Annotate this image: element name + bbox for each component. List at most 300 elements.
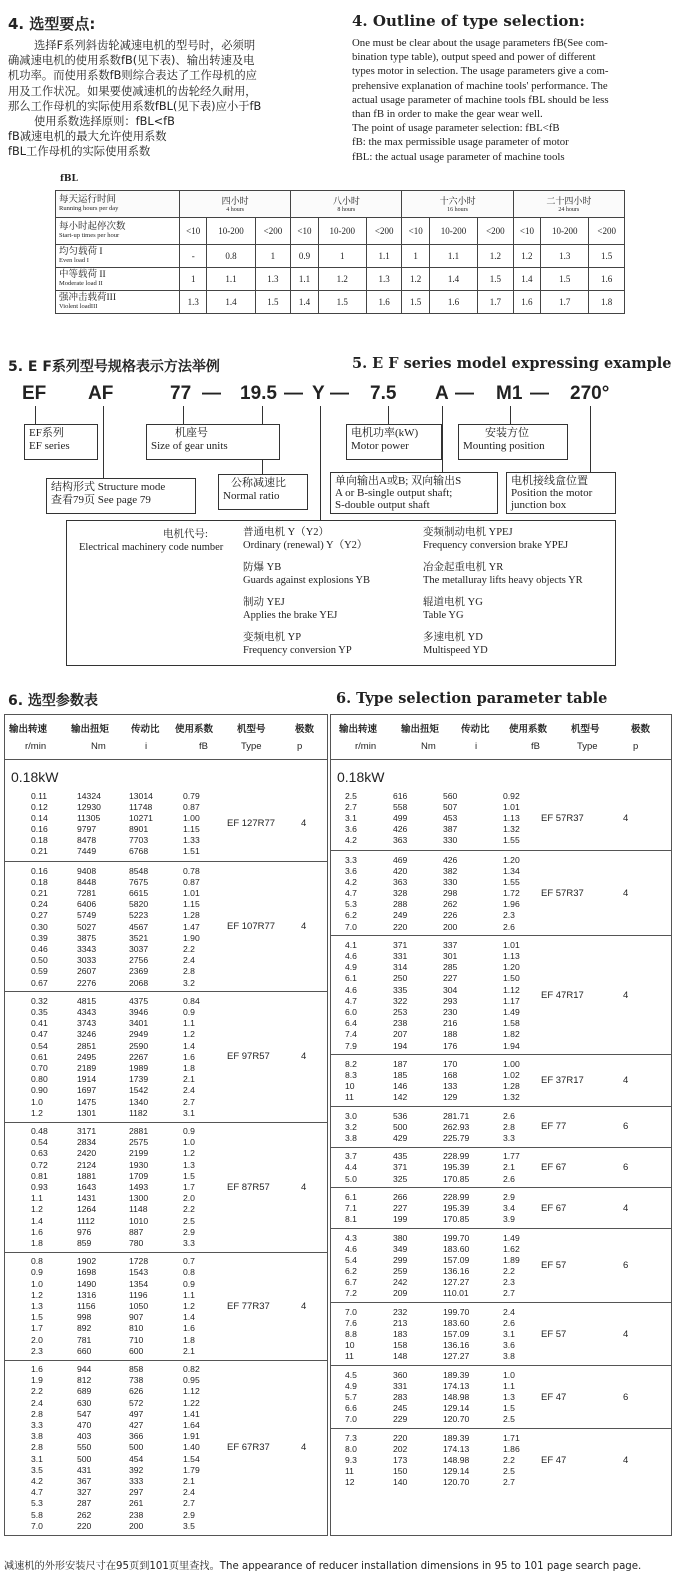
param-value: 1.8: [183, 1063, 195, 1074]
param-value: 2.7: [183, 1096, 195, 1107]
param-value: 1.72: [503, 888, 520, 899]
param-value: 1.55: [503, 876, 520, 887]
param-value: 0.84: [183, 995, 200, 1006]
param-value: 146: [393, 1081, 408, 1092]
param-column: [345, 1151, 357, 1185]
load-factor-cell: 1.4: [291, 291, 318, 314]
pole-count: 6: [623, 1391, 629, 1403]
param-value: 2881: [129, 1126, 149, 1137]
zh-line: 确减速电机的使用系数fB(见下表)、输出转速及电: [8, 54, 255, 68]
param-value: 3.1: [183, 1107, 195, 1118]
pole-count: 4: [301, 1181, 307, 1193]
param-value: 0.14: [31, 812, 48, 823]
param-value: 11305: [77, 812, 101, 823]
param-column: [443, 791, 457, 847]
param-value: 1050: [129, 1301, 149, 1312]
param-value: 304: [443, 984, 458, 995]
param-value: 500: [129, 1442, 144, 1453]
header-zh: 极数: [631, 724, 651, 735]
running-hours-label: 每天运行时间 Running hours per day: [56, 191, 180, 218]
param-value: 0.72: [31, 1159, 48, 1170]
param-value: 0.95: [183, 1375, 200, 1386]
param-value: 3.3: [345, 854, 357, 865]
param-value: 1902: [77, 1256, 97, 1267]
param-column: [183, 1256, 195, 1357]
param-value: 7449: [77, 846, 97, 857]
param-value: 2.4: [183, 1487, 195, 1498]
param-value: 0.9: [183, 1126, 195, 1137]
pole-count: 4: [301, 1051, 307, 1063]
param-value: 136.16: [443, 1340, 470, 1351]
param-value: 335: [393, 984, 408, 995]
load-row: [56, 245, 625, 268]
param-value: 245: [393, 1403, 408, 1414]
param-value: 1.15: [183, 899, 200, 910]
param-value: 371: [393, 1162, 408, 1173]
param-value: 3.1: [345, 812, 357, 823]
param-value: 1.5: [503, 1403, 515, 1414]
param-value: 220: [393, 921, 408, 932]
param-value: 560: [443, 790, 458, 801]
param-value: 1.20: [503, 854, 520, 865]
param-value: 0.30: [31, 921, 48, 932]
code-label-en: Electrical machinery code number: [79, 542, 224, 553]
param-value: 4.6: [345, 984, 357, 995]
load-factor-cell: 1.6: [429, 291, 477, 314]
param-value: 288: [393, 899, 408, 910]
param-value: 3.1: [31, 1453, 43, 1464]
header-zh: 机型号: [237, 724, 266, 735]
load-factor-cell: 1: [318, 245, 366, 268]
header-zh: 使用系数: [509, 724, 548, 735]
param-value: 1.32: [503, 1092, 520, 1103]
start-cell: <200: [478, 218, 514, 245]
param-value: 1.28: [183, 910, 200, 921]
param-value: 5.3: [31, 1498, 43, 1509]
gear-type: EF 77: [541, 1121, 567, 1133]
param-value: 262.93: [443, 1121, 470, 1132]
param-table-right: [330, 714, 672, 1536]
param-column: [393, 855, 407, 933]
param-value: 507: [443, 801, 458, 812]
load-type-label: 强冲击载荷III Violent loadIII: [56, 291, 180, 314]
header-en: fB: [531, 741, 540, 752]
param-value: 1.00: [183, 812, 200, 823]
param-value: 1.62: [503, 1243, 520, 1254]
load-factor-cell: 1.2: [402, 268, 429, 291]
param-value: 283: [393, 1392, 408, 1403]
param-group: [331, 935, 671, 1055]
en-line: The point of usage parameter selection: fBL<fB: [352, 122, 560, 135]
param-value: 2.2: [503, 1455, 515, 1466]
load-factor-cell: 0.8: [207, 245, 255, 268]
param-value: 892: [77, 1323, 92, 1334]
header-en: r/min: [25, 741, 47, 752]
param-group: [331, 1302, 671, 1366]
param-value: 170.85: [443, 1173, 470, 1184]
gear-type: EF 47R17: [541, 989, 584, 1001]
param-value: 2.9: [183, 1509, 195, 1520]
hours-4: 四小时 4 hours: [180, 191, 291, 218]
param-value: 2124: [77, 1159, 97, 1170]
param-value: 1.2: [31, 1107, 43, 1118]
param-value: 133: [443, 1081, 458, 1092]
param-group: [331, 1365, 671, 1429]
param-value: 3171: [77, 1126, 97, 1137]
param-value: 6.2: [345, 1266, 357, 1277]
param-column: [31, 1126, 48, 1249]
param-value: 2.6: [503, 1173, 515, 1184]
param-value: 1989: [129, 1063, 149, 1074]
load-factor-cell: 1.1: [291, 268, 318, 291]
param-value: 3.5: [183, 1520, 195, 1531]
param-value: 1196: [129, 1289, 148, 1300]
header-zh: 传动比: [131, 724, 160, 735]
param-value: 0.7: [183, 1256, 195, 1267]
load-factor-cell: 1.1: [429, 245, 477, 268]
gear-type: EF 77R37: [227, 1300, 270, 1312]
start-times-label: 每小时起停次数 Start-up times per hour: [56, 218, 180, 245]
param-value: 2.4: [503, 1306, 515, 1317]
code-power: 7.5: [370, 383, 397, 404]
param-value: 3.8: [345, 1133, 357, 1144]
param-value: 1930: [129, 1159, 149, 1170]
param-value: 3.5: [31, 1464, 43, 1475]
param-value: 287: [77, 1498, 92, 1509]
param-value: 6406: [77, 899, 97, 910]
param-value: 3.3: [183, 1237, 195, 1248]
param-value: 0.90: [31, 1085, 48, 1096]
param-value: 0.35: [31, 1007, 48, 1018]
param-value: 1.2: [31, 1204, 43, 1215]
param-column: [503, 1307, 515, 1363]
param-value: 7675: [129, 876, 149, 887]
param-value: 558: [393, 801, 408, 812]
param-value: 429: [393, 1133, 408, 1144]
power-label: 0.18kW: [337, 769, 385, 785]
param-value: 1.9: [31, 1375, 43, 1386]
load-factor-cell: 1.2: [478, 245, 514, 268]
param-value: 195.39: [443, 1203, 470, 1214]
param-value: 0.9: [31, 1267, 43, 1278]
param-value: 2.2: [183, 1204, 195, 1215]
param-value: 173: [393, 1455, 408, 1466]
param-value: 738: [129, 1375, 144, 1386]
param-value: 2.8: [183, 966, 195, 977]
param-value: 216: [443, 1018, 458, 1029]
param-value: 199.70: [443, 1232, 470, 1243]
gear-type: EF 57: [541, 1260, 567, 1272]
param-value: 7.0: [31, 1520, 43, 1531]
param-value: 0.63: [31, 1148, 48, 1159]
param-value: 142: [393, 1092, 408, 1103]
param-value: 199: [393, 1214, 408, 1225]
start-cell: <200: [255, 218, 291, 245]
load-factor-cell: 1.5: [402, 291, 429, 314]
en-line: fBL: the actual usage parameter of machine tools: [352, 150, 565, 163]
param-value: 8548: [129, 865, 149, 876]
param-value: 550: [77, 1442, 92, 1453]
param-value: 1.4: [31, 1215, 43, 1226]
connector: [183, 406, 184, 424]
param-value: 366: [129, 1431, 144, 1442]
param-column: [183, 791, 200, 858]
load-factor-cell: 1.5: [541, 268, 589, 291]
hours-24: 二十四小时 24 hours: [513, 191, 624, 218]
en-line: actual usage parameter of machine tools fBL should be less: [352, 93, 609, 106]
param-column: [345, 1233, 357, 1300]
param-value: 0.9: [183, 1278, 195, 1289]
param-column: [345, 1370, 357, 1426]
sec6-title-zh: 6. 选型参数表: [8, 693, 98, 709]
param-value: 7.0: [345, 1306, 357, 1317]
zh-line: fB减速电机的最大允许使用系数: [8, 130, 167, 144]
pole-count: 4: [301, 1442, 307, 1454]
param-value: 1.20: [503, 962, 520, 973]
param-value: 6.4: [345, 1018, 357, 1029]
param-value: 129.14: [443, 1466, 470, 1477]
param-group: [331, 1147, 671, 1189]
param-value: 249: [393, 910, 408, 921]
start-cell: <10: [291, 218, 318, 245]
param-value: 226: [443, 910, 458, 921]
param-value: 1.47: [183, 921, 200, 932]
param-value: 1.82: [503, 1029, 520, 1040]
param-group: [331, 850, 671, 936]
connector: [320, 406, 321, 520]
param-value: 127.27: [443, 1277, 470, 1288]
param-value: 7.6: [345, 1317, 357, 1328]
param-value: 2.3: [31, 1345, 43, 1356]
param-value: 0.21: [31, 846, 48, 857]
param-value: 2.7: [345, 801, 357, 812]
param-value: 1.13: [503, 951, 520, 962]
param-value: 0.24: [31, 899, 48, 910]
param-value: 3.6: [345, 865, 357, 876]
param-column: [393, 940, 407, 1052]
param-value: 2.5: [345, 790, 357, 801]
load-factor-cell: 1: [255, 245, 291, 268]
param-column: [345, 791, 357, 847]
gear-type: EF 57R37: [541, 887, 584, 899]
param-value: 6.1: [345, 1191, 357, 1202]
param-value: 8.3: [345, 1070, 357, 1081]
param-value: 0.48: [31, 1126, 48, 1137]
param-value: 500: [393, 1121, 408, 1132]
param-value: 2590: [129, 1040, 149, 1051]
param-column: [503, 1192, 515, 1226]
param-group: [5, 787, 327, 861]
param-value: 9.3: [345, 1455, 357, 1466]
param-value: 0.50: [31, 955, 48, 966]
param-column: [443, 1433, 469, 1489]
param-value: 2.6: [503, 1110, 515, 1121]
param-value: 600: [129, 1345, 144, 1356]
param-value: 431: [77, 1464, 92, 1475]
param-value: 0.59: [31, 966, 48, 977]
param-value: 1.0: [183, 1137, 195, 1148]
param-column: [129, 866, 148, 989]
param-value: 2.5: [183, 1215, 195, 1226]
param-value: 298: [443, 888, 458, 899]
header-zh: 输出扭矩: [401, 724, 440, 735]
param-column: [393, 1151, 407, 1185]
param-value: 858: [129, 1364, 144, 1375]
param-value: 331: [393, 1380, 408, 1391]
start-cell: <200: [589, 218, 625, 245]
param-value: 1739: [129, 1074, 149, 1085]
header-zh: 极数: [295, 724, 315, 735]
param-value: 1.79: [183, 1464, 200, 1475]
param-value: 387: [443, 824, 458, 835]
param-value: 2.0: [183, 1193, 195, 1204]
param-group: [331, 1054, 671, 1107]
param-value: 120.70: [443, 1477, 470, 1488]
pole-count: 4: [301, 1300, 307, 1312]
sec6-title-en: 6. Type selection parameter table: [336, 690, 608, 707]
param-value: 1.2: [183, 1148, 195, 1159]
param-value: 0.18: [31, 835, 48, 846]
header-en: Nm: [91, 741, 106, 752]
param-value: 281.71: [443, 1110, 470, 1121]
pole-count: 4: [301, 921, 307, 933]
param-value: 3875: [77, 932, 97, 943]
param-group: [5, 861, 327, 992]
load-factor-cell: 1.3: [541, 245, 589, 268]
param-value: 5223: [129, 910, 149, 921]
param-value: 187: [393, 1058, 408, 1069]
param-value: 127.27: [443, 1351, 470, 1362]
param-value: 157.09: [443, 1329, 470, 1340]
param-value: 228.99: [443, 1191, 470, 1202]
en-line: fB: the max permissible usage parameter of motor: [352, 136, 569, 149]
param-value: 11: [345, 1092, 354, 1103]
param-column: [443, 1233, 469, 1300]
param-value: 2.1: [183, 1074, 195, 1085]
param-value: 1490: [77, 1278, 97, 1289]
param-value: 3.6: [345, 824, 357, 835]
param-value: 8478: [77, 835, 97, 846]
param-value: 2.3: [503, 1277, 515, 1288]
param-value: 200: [443, 921, 458, 932]
en-line: than fB in order to make the gear wear well.: [352, 108, 543, 121]
param-value: 0.11: [31, 790, 48, 801]
param-group: [331, 1428, 671, 1492]
param-column: [183, 996, 200, 1119]
param-value: 1.2: [31, 1289, 43, 1300]
param-column: [77, 1364, 91, 1532]
param-value: 500: [77, 1453, 92, 1464]
connector: [590, 406, 591, 472]
param-value: 2267: [129, 1051, 149, 1062]
param-value: 327: [77, 1487, 92, 1498]
param-value: 380: [393, 1232, 408, 1243]
param-value: 5.0: [345, 1173, 357, 1184]
pole-count: 4: [623, 1454, 629, 1466]
param-value: 3946: [129, 1007, 149, 1018]
param-value: 6615: [129, 888, 149, 899]
param-value: 944: [77, 1364, 92, 1375]
load-row: [56, 291, 625, 314]
param-value: 213: [393, 1317, 408, 1328]
param-value: 1156: [77, 1301, 96, 1312]
param-column: [345, 940, 357, 1052]
header-en: Type: [241, 741, 262, 752]
param-value: 5.4: [345, 1254, 357, 1265]
param-value: 1.40: [183, 1442, 200, 1453]
param-value: 626: [129, 1386, 144, 1397]
param-value: 7.2: [345, 1288, 357, 1299]
param-column: [345, 1192, 357, 1226]
hours-8: 八小时 8 hours: [291, 191, 402, 218]
param-value: 454: [129, 1453, 144, 1464]
param-value: 0.79: [183, 790, 200, 801]
param-value: 403: [77, 1431, 92, 1442]
param-value: 1.90: [183, 932, 200, 943]
param-value: 1.89: [503, 1254, 520, 1265]
param-value: 1.6: [183, 1323, 195, 1334]
param-column: [503, 1151, 520, 1185]
header-en: r/min: [355, 741, 377, 752]
load-factor-cell: 1.2: [318, 268, 366, 291]
param-value: 812: [77, 1375, 92, 1386]
param-column: [77, 1256, 96, 1357]
param-value: 1.49: [503, 1007, 520, 1018]
load-factor-cell: 1.6: [366, 291, 402, 314]
codes-left: 普通电机 Y（Y2） Ordinary (renewal) Y（Y2） 防爆 YB Guards against explosions YB 制动 YEJ Applies the brake YEJ 变频电机 YP Frequency conversion YP: [243, 527, 371, 656]
code-junction: 270°: [570, 383, 610, 404]
connector: [510, 406, 511, 424]
param-column: [443, 1111, 469, 1145]
param-column: [503, 1233, 520, 1300]
gear-type: EF 107R77: [227, 921, 276, 933]
param-value: 1.34: [503, 865, 520, 876]
param-value: 1475: [77, 1096, 97, 1107]
param-value: 536: [393, 1110, 408, 1121]
param-value: 1.0: [31, 1096, 43, 1107]
param-column: [345, 855, 357, 933]
param-value: 2.4: [183, 955, 195, 966]
param-value: 0.93: [31, 1182, 48, 1193]
connector: [35, 406, 36, 424]
param-column: [31, 866, 48, 989]
zh-line: 那么工作母机的实际使用系数fBL(见下表)应小于fB: [8, 99, 262, 113]
param-value: 227: [443, 973, 458, 984]
param-value: 1.28: [503, 1081, 520, 1092]
gear-type: EF 97R57: [227, 1051, 270, 1063]
pole-count: 4: [623, 1202, 629, 1214]
hours-16: 十六小时 16 hours: [402, 191, 513, 218]
param-value: 435: [393, 1151, 408, 1162]
param-value: 1.01: [503, 801, 520, 812]
param-value: 8901: [129, 824, 149, 835]
code-dash: —: [530, 383, 549, 404]
param-value: 170: [443, 1058, 458, 1069]
param-value: 200: [129, 1520, 144, 1531]
param-value: 0.27: [31, 910, 48, 921]
param-value: 3.7: [345, 1151, 357, 1162]
param-column: [503, 1111, 515, 1145]
param-value: 6.6: [345, 1403, 357, 1414]
load-factor-cell: 1.8: [589, 291, 625, 314]
param-value: 232: [393, 1306, 408, 1317]
param-value: 427: [129, 1420, 144, 1431]
motor-code-box: [66, 520, 616, 666]
param-value: 170.85: [443, 1214, 470, 1225]
param-value: 238: [393, 1018, 408, 1029]
param-value: 4.6: [345, 1243, 357, 1254]
start-cell: <10: [180, 218, 207, 245]
